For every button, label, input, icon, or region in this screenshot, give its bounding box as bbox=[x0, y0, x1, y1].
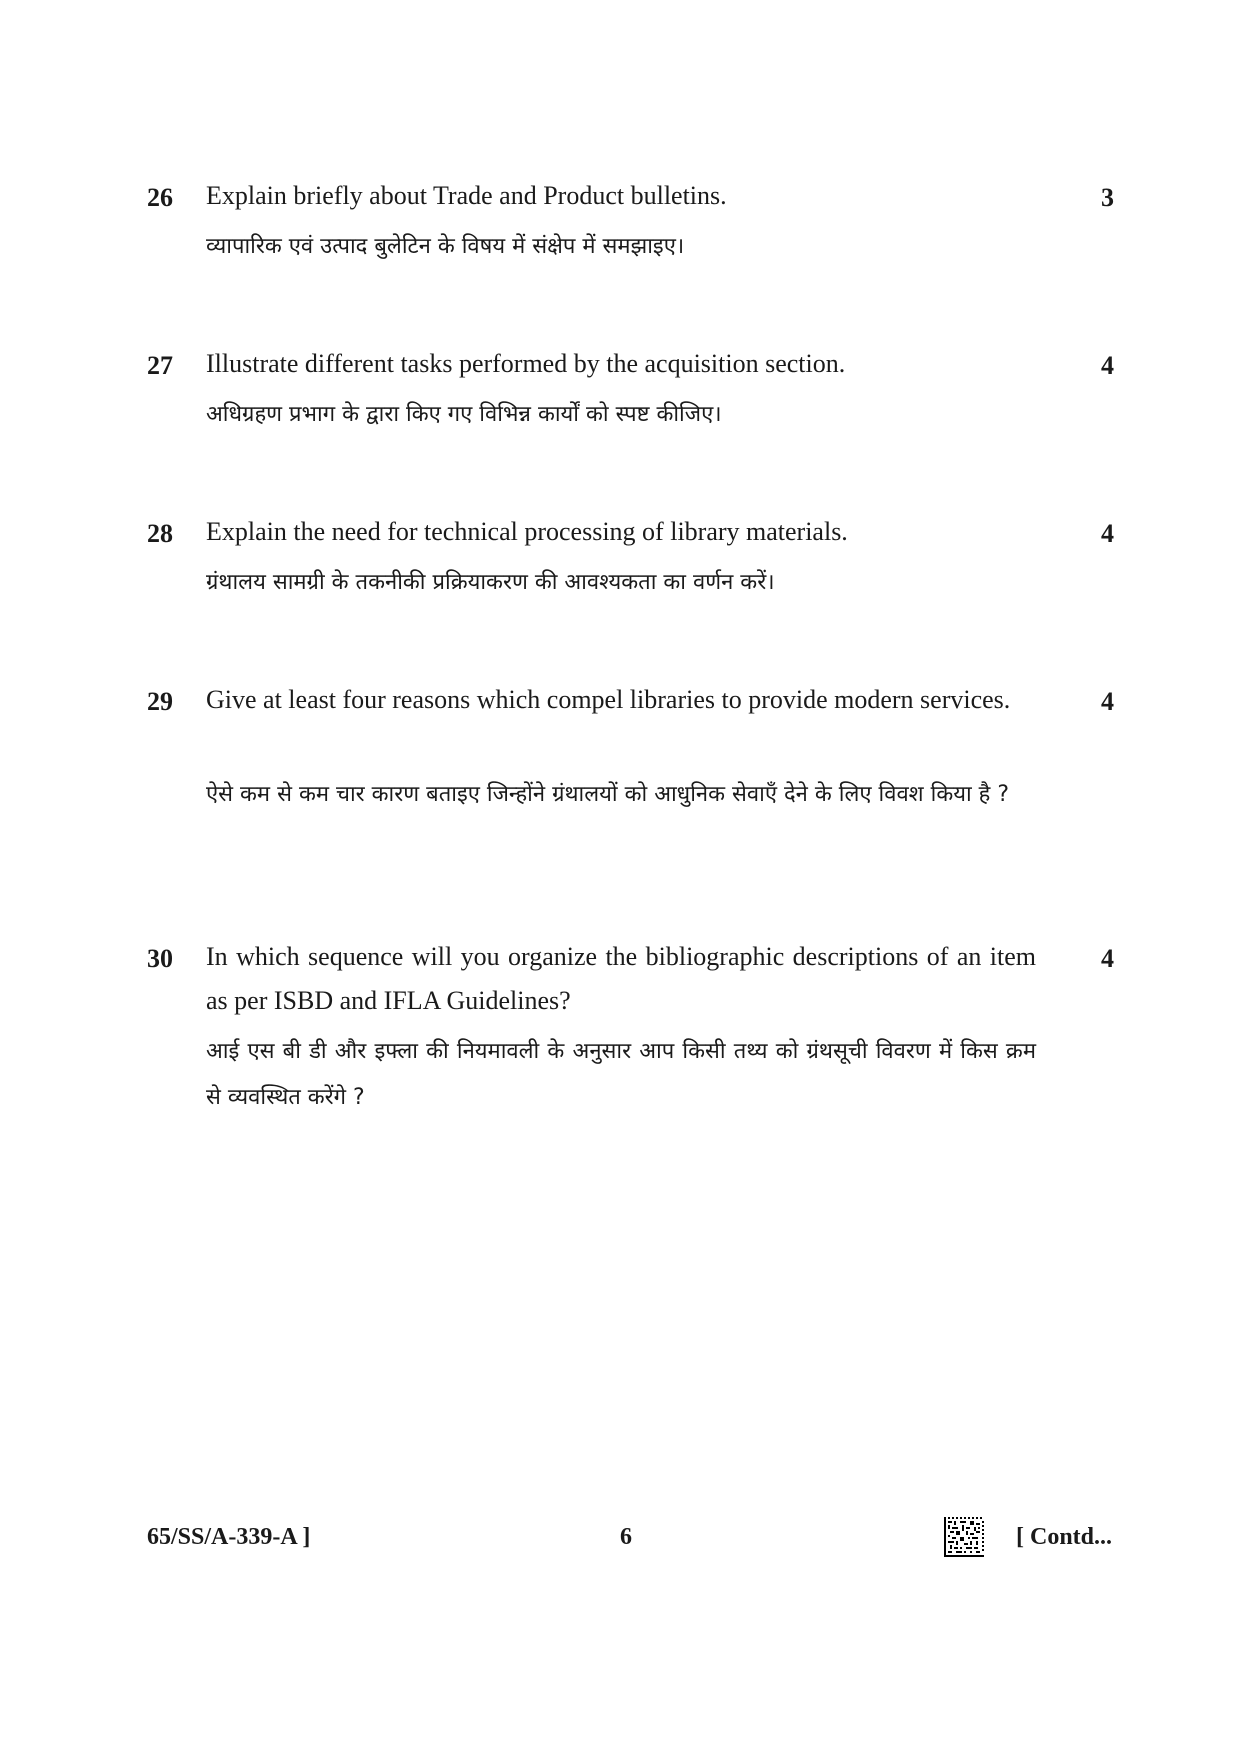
question-text-english: In which sequence will you organize the bibliographic descriptions of an item as per ISBD and IFLA Guidelines? bbox=[206, 942, 1036, 1015]
question-marks: 4 bbox=[1101, 351, 1114, 380]
question-text-english: Explain briefly about Trade and Product bulletins. bbox=[206, 181, 727, 210]
question-number: 30 bbox=[147, 944, 173, 973]
question-text-hindi: आई एस बी डी और इफ्ला की नियमावली के अनुसार आप किसी तथ्य को ग्रंथसूची विवरण में किस क्रम से व्यवस्थित करेंगे ? bbox=[206, 1039, 1036, 1110]
continued-label: [ Contd... bbox=[1016, 1524, 1113, 1550]
question-marks: 4 bbox=[1101, 687, 1114, 716]
question-number: 27 bbox=[147, 351, 173, 380]
question-text-hindi: व्यापारिक एवं उत्पाद बुलेटिन के विषय में संक्षेप में समझाइए। bbox=[206, 234, 685, 259]
question-marks: 4 bbox=[1101, 944, 1114, 973]
question-text-hindi: ग्रंथालय सामग्री के तकनीकी प्रक्रियाकरण की आवश्यकता का वर्णन करें। bbox=[206, 570, 775, 595]
question-number: 28 bbox=[147, 519, 173, 548]
page-number: 6 bbox=[620, 1524, 632, 1550]
paper-code: 65/SS/A-339-A ] bbox=[147, 1524, 311, 1550]
page-footer bbox=[0, 1525, 1240, 1565]
question-text-english: Illustrate different tasks performed by the acquisition section. bbox=[206, 349, 846, 378]
question-text-english: Give at least four reasons which compel libraries to provide modern services. bbox=[206, 685, 1011, 714]
question-text-english: Explain the need for technical processing of library materials. bbox=[206, 517, 848, 546]
question-marks: 4 bbox=[1101, 519, 1114, 548]
question-number: 26 bbox=[147, 183, 173, 212]
question-marks: 3 bbox=[1101, 183, 1114, 212]
qr-code-icon bbox=[944, 1517, 984, 1557]
question-text-hindi: अधिग्रहण प्रभाग के द्वारा किए गए विभिन्न कार्यों को स्पष्ट कीजिए। bbox=[206, 402, 722, 427]
question-text-hindi: ऐसे कम से कम चार कारण बताइए जिन्होंने ग्रंथालयों को आधुनिक सेवाएँ देने के लिए विवश किया है ? bbox=[206, 782, 1010, 807]
question-number: 29 bbox=[147, 687, 173, 716]
